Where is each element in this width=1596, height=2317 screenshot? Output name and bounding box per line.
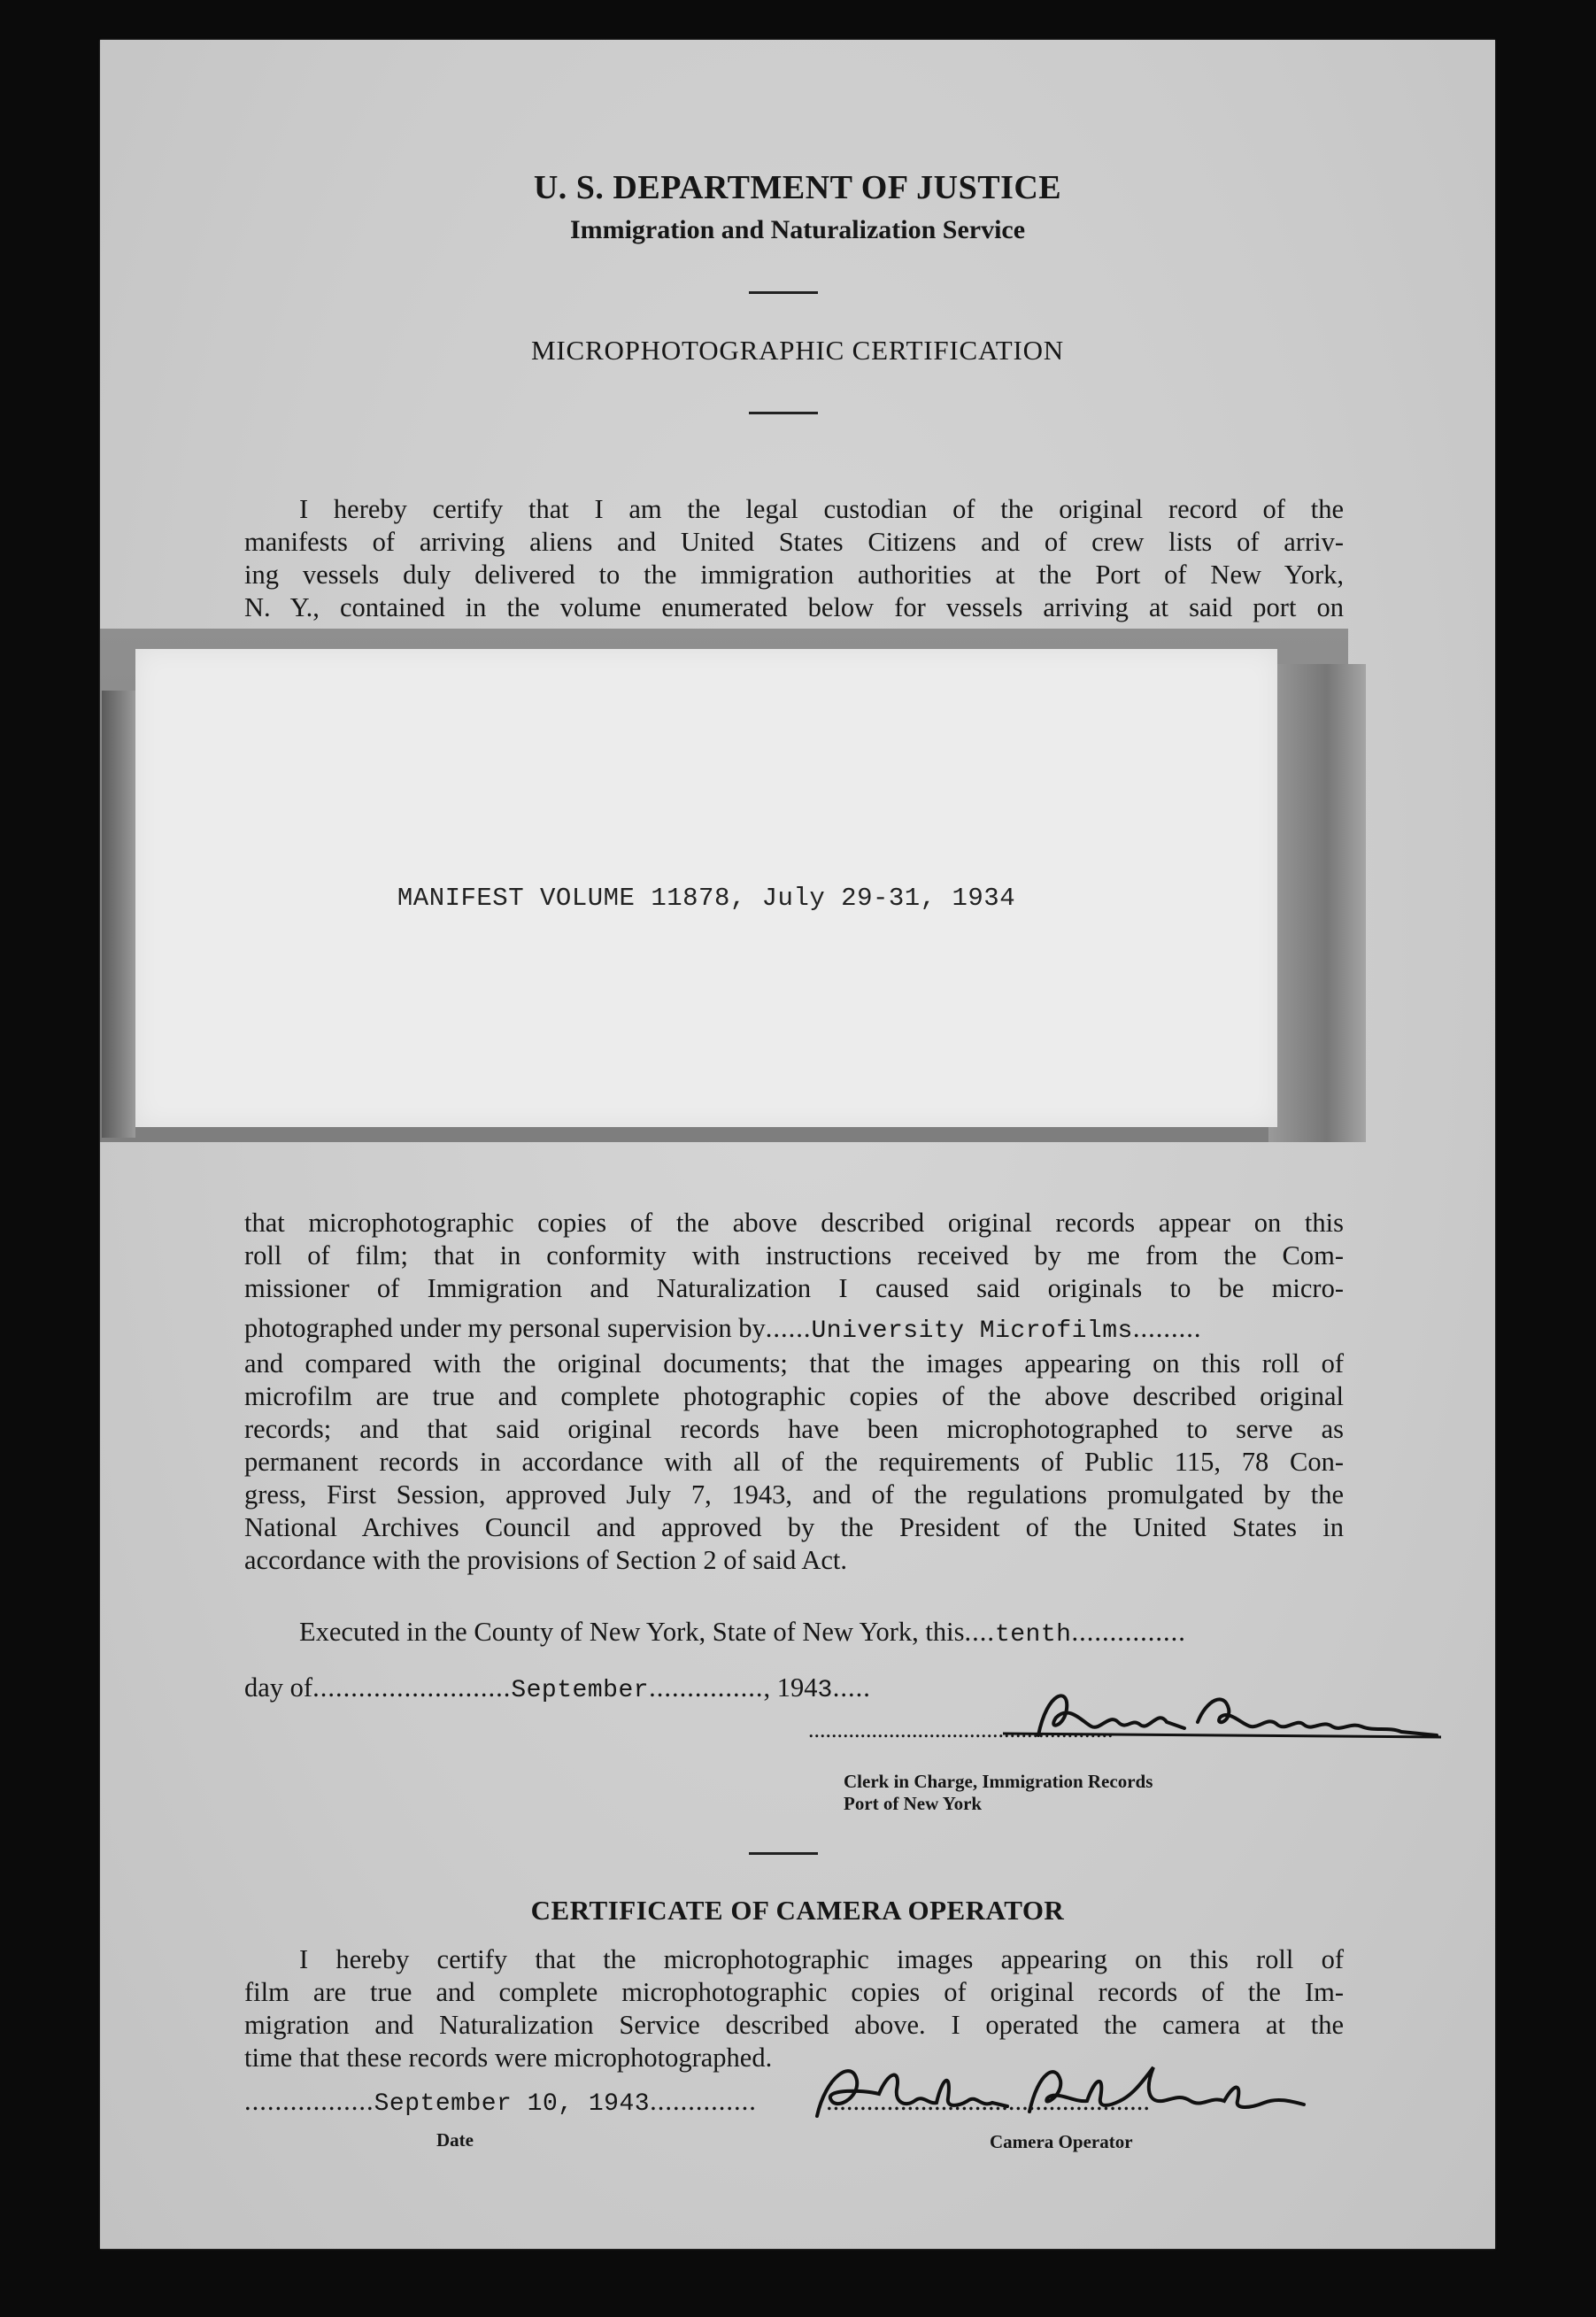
execution-year-digit: 3 — [817, 1677, 833, 1704]
volume-card — [135, 649, 1277, 1127]
clerk-signature-dots: ..................................................... — [808, 1717, 1114, 1742]
camera-line-1: I hereby certify that the microphotographic images appearing on this roll of — [299, 1944, 1344, 1974]
body-paragraph — [244, 1207, 1344, 1577]
camera-operator-label: Camera Operator — [990, 2131, 1133, 2152]
body-line-6: microfilm are true and complete photographic copies of the above described original — [244, 1381, 1344, 1411]
body-line-5: and compared with the original documents; that the images appearing on this roll of — [244, 1348, 1344, 1379]
body-line-4 — [244, 1312, 1344, 1348]
department-title: U. S. DEPARTMENT OF JUSTICE — [533, 169, 1062, 206]
certification-document — [100, 40, 1495, 2249]
body-line-7: records; and that said original records have been microphotographed to serve as — [244, 1414, 1344, 1444]
body-line-11: accordance with the provisions of Section 2 of said Act. — [244, 1545, 847, 1575]
body-line-9: gress, First Session, approved July 7, 1943, and of the regulations promulgated by the — [244, 1479, 1344, 1510]
service-subtitle: Immigration and Naturalization Service — [569, 215, 1026, 244]
date-dots-before: ................. — [244, 2086, 374, 2116]
clerk-title — [844, 1771, 1153, 1815]
supervisor-name: University Microfilms — [811, 1317, 1133, 1345]
execution-day: tenth — [994, 1621, 1072, 1649]
execution-dots-before-day: .... — [964, 1617, 995, 1647]
year-prefix: , 194 — [763, 1672, 818, 1703]
month-dots-before: .......................... — [312, 1672, 512, 1703]
date-label: Date — [436, 2129, 474, 2151]
divider-top — [749, 291, 818, 294]
camera-line-2: film are true and complete microphotographic copies of original records of the Im- — [244, 1977, 1344, 2007]
intro-line-4: N. Y., contained in the volume enumerated below for vessels arriving at said port on — [244, 592, 1344, 622]
day-of-label: day of — [244, 1672, 313, 1703]
body-line-10: National Archives Council and approved by the President of the United States in — [244, 1512, 1344, 1542]
intro-line-1: I hereby certify that I am the legal custodian of the original record of the — [299, 494, 1344, 524]
execution-month: September — [511, 1677, 650, 1704]
body-line-3: missioner of Immigration and Naturalization I caused said originals to be micro- — [244, 1273, 1344, 1303]
divider-second — [749, 412, 818, 414]
execution-line — [299, 1616, 1344, 1651]
manifest-volume-text: MANIFEST VOLUME 11878, July 29-31, 1934 — [397, 884, 1016, 913]
body-line-2: roll of film; that in conformity with instructions received by me from the Com- — [244, 1240, 1344, 1270]
supervision-dots-before: ...... — [765, 1313, 812, 1343]
execution-text: Executed in the County of New York, State of New York, this — [299, 1617, 965, 1647]
intro-line-2: manifests of arriving aliens and United States Citizens and of crew lists of arriv- — [244, 527, 1344, 557]
camera-line-4: time that these records were microphotographed. — [244, 2043, 773, 2073]
date-dots-after: .............. — [650, 2086, 757, 2116]
card-left-shadow — [102, 691, 135, 1138]
camera-date-line — [244, 2085, 757, 2120]
card-edge-shadow — [1268, 664, 1366, 1142]
clerk-title-line-2: Port of New York — [844, 1793, 983, 1814]
supervision-text: photographed under my personal supervision by — [244, 1313, 766, 1343]
body-line-8: permanent records in accordance with all of the requirements of Public 115, 78 Con- — [244, 1447, 1344, 1477]
camera-certificate-title: CERTIFICATE OF CAMERA OPERATOR — [530, 1895, 1065, 1926]
divider-camera — [749, 1852, 818, 1855]
camera-date-value: September 10, 1943 — [374, 2090, 651, 2118]
year-dots-after: ..... — [832, 1672, 871, 1703]
intro-line-3: ing vessels duly delivered to the immigration authorities at the Port of New York, — [244, 560, 1344, 590]
month-dots-after: ............... — [649, 1672, 764, 1703]
body-line-1: that microphotographic copies of the above described original records appear on this — [244, 1208, 1344, 1238]
certification-heading: MICROPHOTOGRAPHIC CERTIFICATION — [531, 335, 1064, 366]
execution-dots-after-day: ............... — [1071, 1617, 1186, 1647]
day-of-line — [244, 1672, 871, 1707]
supervision-dots-after: ......... — [1132, 1313, 1202, 1343]
operator-dots: ................................................ — [826, 2086, 1150, 2116]
camera-line-3: migration and Naturalization Service described above. I operated the camera at the — [244, 2010, 1344, 2040]
clerk-title-line-1: Clerk in Charge, Immigration Records — [844, 1771, 1153, 1792]
